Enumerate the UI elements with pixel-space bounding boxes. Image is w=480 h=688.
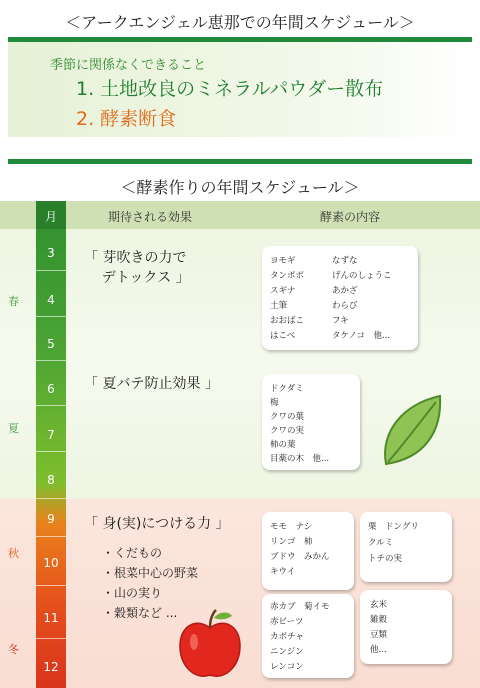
enzyme-item: わらび [332, 301, 358, 311]
enzyme-item: げんのしょうこ [332, 271, 392, 281]
season-winter: 冬 [8, 643, 19, 656]
header-month: 月 [44, 210, 57, 224]
year-round-item-1: 1. 土地改良のミネラルパウダー散布 [76, 78, 384, 100]
enzyme-item: フキ [332, 316, 349, 326]
enzyme-item: レンコン [270, 662, 304, 672]
header-enzyme: 酵素の内容 [320, 210, 381, 224]
enzyme-item: ヨモギ [270, 256, 296, 266]
month-4: 4 [47, 293, 55, 307]
month-8: 8 [47, 473, 55, 487]
autumn-fruit-box [262, 512, 354, 590]
list-item: ・山の実り [102, 586, 163, 600]
enzyme-item: おおばこ [270, 316, 305, 326]
enzyme-item: 梅 [270, 398, 279, 408]
year-round-item-2: 2. 酵素断食 [76, 108, 177, 130]
autumn-nuts-box [360, 512, 452, 582]
enzyme-item: ドクダミ [270, 384, 304, 394]
enzyme-item: 豆類 [370, 630, 388, 640]
page-title: ＜アークエンジェル恵那での年間スケジュール＞ [65, 13, 415, 32]
enzyme-item: 雑穀 [370, 615, 388, 625]
effect-spring: 「 芽吹きの力で デトックス 」 [84, 250, 190, 286]
enzyme-item: キウイ [270, 567, 296, 577]
year-round-subtitle: 季節に関係なくできること [50, 58, 207, 73]
season-autumn: 秋 [8, 547, 19, 560]
month-divider [36, 638, 66, 639]
month-7: 7 [47, 428, 55, 442]
divider-mid [8, 159, 472, 164]
month-12: 12 [43, 660, 59, 674]
enzyme-item: 土筆 [270, 301, 288, 311]
enzyme-item: はこべ [270, 331, 296, 341]
enzyme-item: クワの実 [270, 426, 305, 436]
month-9: 9 [47, 512, 55, 526]
month-divider [36, 536, 66, 537]
month-divider [36, 585, 66, 586]
enzyme-item: クルミ [368, 538, 394, 548]
enzyme-item: カボチャ [270, 632, 304, 642]
month-11: 11 [43, 611, 59, 625]
enzyme-item: 目薬の木 他... [270, 454, 330, 464]
season-summer: 夏 [8, 422, 19, 435]
enzyme-item: トチの実 [368, 554, 403, 564]
list-item: ・穀類など ... [102, 606, 178, 620]
month-divider [36, 451, 66, 452]
month-divider [36, 316, 66, 317]
header-effect: 期待される効果 [108, 210, 193, 224]
enzyme-item: モモ ナシ [270, 522, 313, 532]
month-3: 3 [47, 246, 55, 260]
enzyme-item: タンポポ [270, 271, 305, 281]
month-5: 5 [47, 337, 55, 351]
enzyme-item: タケノコ 他... [332, 331, 391, 341]
month-6: 6 [47, 382, 55, 396]
enzyme-item: ニンジン [270, 647, 304, 657]
spring-enzyme-box [262, 246, 418, 350]
summer-enzyme-box [262, 374, 360, 470]
month-divider [36, 405, 66, 406]
winter-vegetable-box [262, 594, 354, 678]
winter-grain-box [360, 590, 452, 664]
season-spring: 春 [8, 295, 19, 308]
enzyme-item: 赤ビーツ [270, 617, 304, 627]
effect-autumn: 「 身(実)につける力 」 [84, 516, 230, 532]
enzyme-item: リンゴ 柿 [270, 537, 313, 547]
enzyme-item: 玄米 [370, 600, 388, 610]
enzyme-item: 赤カブ 菊イモ [270, 602, 330, 612]
leaf-icon [378, 392, 448, 472]
enzyme-item: なずな [332, 256, 358, 266]
table-header [0, 201, 480, 229]
enzyme-item: スギナ [270, 286, 296, 296]
list-item: ・くだもの [102, 546, 163, 560]
enzyme-item: あかざ [332, 286, 358, 296]
enzyme-item: 柿の葉 [270, 440, 296, 450]
apple-icon [176, 608, 244, 680]
month-divider [36, 270, 66, 271]
schedule-title: ＜酵素作りの年間スケジュール＞ [120, 178, 360, 197]
list-item: ・根菜中心の野菜 [102, 566, 199, 580]
enzyme-item: ブドウ みかん [270, 552, 330, 562]
month-divider [36, 498, 66, 499]
enzyme-item: 栗 ドングリ [368, 522, 419, 532]
effect-summer: 「 夏バテ防止効果 」 [84, 376, 219, 392]
month-divider [36, 360, 66, 361]
enzyme-item: クワの葉 [270, 412, 305, 422]
month-10: 10 [43, 556, 59, 570]
enzyme-item: 他... [370, 645, 387, 655]
